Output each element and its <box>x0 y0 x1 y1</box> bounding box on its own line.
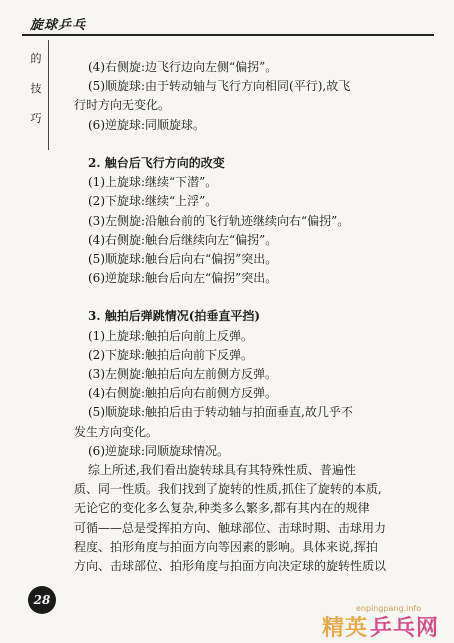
text-line: (5)顺旋球:触台后向右“偏拐”突出。 <box>88 251 278 266</box>
body-text <box>74 58 418 576</box>
watermark-url: enpingpang.info <box>356 604 422 613</box>
side-rule <box>48 40 49 150</box>
side-char: 巧 <box>30 112 42 125</box>
page-number: 28 <box>28 586 56 614</box>
text-line: (1)上旋球:继续“下潜”。 <box>88 175 218 190</box>
text-line: (4)右侧旋:触拍后向右前侧方反弹。 <box>88 386 278 401</box>
side-char: 技 <box>30 82 42 95</box>
text-line: 程度、拍形角度与拍面方向等因素的影响。具体来说,挥拍 <box>74 539 378 554</box>
text-line: (3)左侧旋:触拍后向左前侧方反弹。 <box>88 367 278 381</box>
text-line: (5)顺旋球:由于转动轴与飞行方向相同(平行),故飞 <box>88 79 351 94</box>
watermark-logo-part: 乒乓网 <box>370 615 440 641</box>
watermark-logo-part: 精英 <box>322 615 369 641</box>
text-line: (2)下旋球:继续“上浮”。 <box>88 194 218 209</box>
text-line: (2)下旋球:触拍后向前下反弹。 <box>88 347 254 362</box>
running-header-title: 旋球乒乓 <box>30 18 87 33</box>
section-heading: 3. 触拍后弹跳情况(拍垂直平挡) <box>88 309 261 324</box>
text-line: (6)逆旋球:同顺旋球情况。 <box>88 443 230 458</box>
side-char: 的 <box>30 52 42 65</box>
header-rule <box>22 34 434 36</box>
text-line: 综上所述,我们看出旋转球具有其特殊性质、普遍性 <box>88 462 356 477</box>
text-line: 方向、击球部位、拍形角度与拍面方向决定球的旋转性质以 <box>74 558 387 573</box>
side-tab <box>28 44 44 134</box>
section-heading: 2. 触台后飞行方向的改变 <box>88 155 225 170</box>
text-line: (4)右侧旋:边飞行边向左侧“偏拐”。 <box>88 60 278 74</box>
text-line: 可循——总是受挥拍方向、触球部位、击球时期、击球用力 <box>74 520 387 535</box>
text-line: 发生方向变化。 <box>74 424 159 439</box>
text-line: (1)上旋球:触拍后向前上反弹。 <box>88 328 254 343</box>
blank-line <box>88 288 418 307</box>
text-line: 质、同一性质。我们找到了旋转的性质,抓住了旋转的本质, <box>74 482 382 497</box>
text-line: (6)逆旋球:同顺旋球。 <box>88 117 206 132</box>
text-line: (6)逆旋球:触台后向左“偏拐”突出。 <box>88 271 278 286</box>
watermark-logo <box>322 612 448 640</box>
blank-line <box>88 135 418 154</box>
text-line: (4)右侧旋:触台后继续向左“偏拐”。 <box>88 232 278 247</box>
text-line: 无论它的变化多么复杂,种类多么繁多,都有其内在的规律 <box>74 501 370 516</box>
text-line: (3)左侧旋:沿触台前的飞行轨迹继续向右“偏拐”。 <box>88 213 350 228</box>
text-line: 行时方向无变化。 <box>74 98 171 113</box>
text-line: (5)顺旋球:触拍后由于转动轴与拍面垂直,故几乎不 <box>88 405 353 420</box>
